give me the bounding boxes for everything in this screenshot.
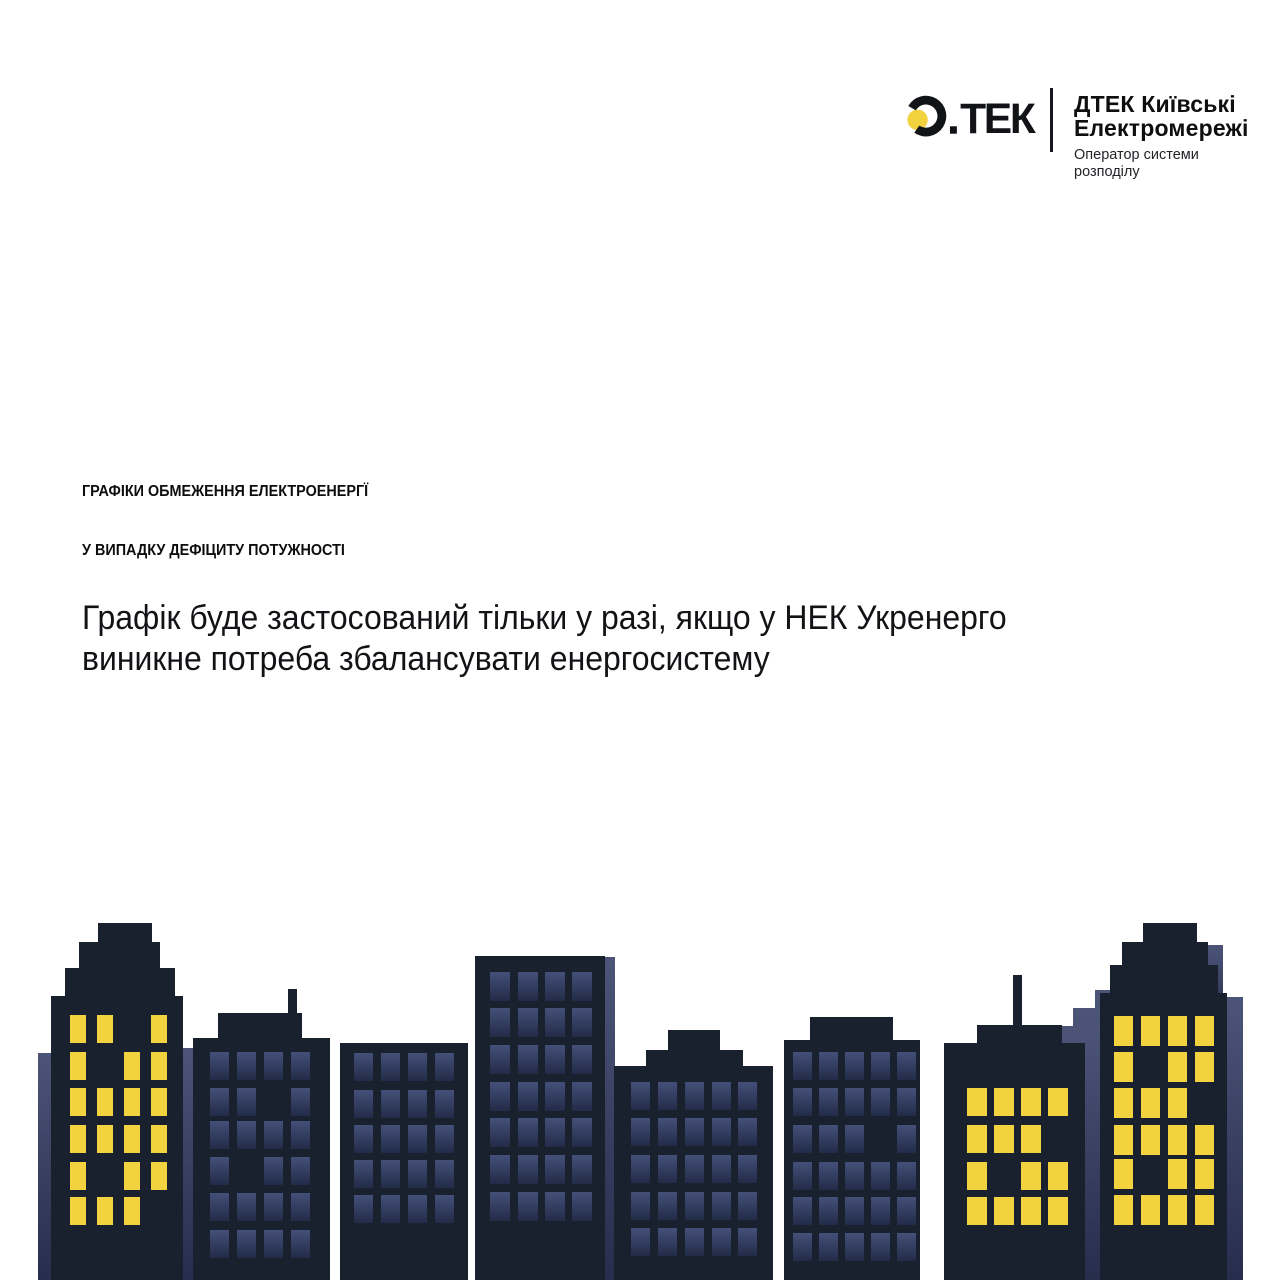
window-yellow [1168,1088,1187,1118]
window-yellow [1048,1197,1068,1225]
window-navy [210,1121,229,1149]
window-navy [518,1045,538,1074]
window-navy [658,1192,677,1220]
org-name-line-2: Електромережі [1074,115,1249,141]
window-navy [793,1052,812,1080]
window-navy [490,972,510,1001]
window-navy [819,1233,838,1261]
window-yellow [994,1197,1014,1225]
window-yellow [1021,1125,1041,1153]
window-navy [518,1192,538,1221]
window-navy [631,1155,650,1183]
window-navy [210,1230,229,1258]
window-navy [264,1230,283,1258]
logo-period [950,126,957,133]
window-navy [685,1228,704,1256]
logo-letters: ТЕК [960,95,1034,139]
window-navy [545,972,565,1001]
window-yellow [1195,1159,1214,1189]
window-yellow [97,1125,113,1153]
window-navy [408,1125,427,1153]
window-navy [264,1052,283,1080]
headline-line-2: У ВИПАДКУ ДЕФІЦИТУ ПОТУЖНОСТІ [82,542,345,559]
window-navy [490,1008,510,1037]
window-navy [291,1121,310,1149]
window-yellow [1114,1052,1133,1082]
window-navy [712,1155,731,1183]
window-yellow [967,1088,987,1116]
window-navy [738,1228,757,1256]
window-navy [819,1088,838,1116]
window-navy [210,1157,229,1185]
window-navy [712,1192,731,1220]
window-navy [845,1088,864,1116]
window-yellow [1114,1016,1133,1046]
window-navy [685,1118,704,1146]
window-navy [871,1162,890,1190]
window-yellow [70,1015,86,1043]
window-navy [518,972,538,1001]
window-navy [658,1155,677,1183]
window-yellow [1195,1195,1214,1225]
window-yellow [97,1088,113,1116]
window-navy [291,1230,310,1258]
window-yellow [967,1197,987,1225]
window-navy [793,1233,812,1261]
window-yellow [124,1197,140,1225]
window-navy [408,1160,427,1188]
window-navy [685,1155,704,1183]
window-yellow [70,1052,86,1080]
window-yellow [1195,1016,1214,1046]
window-navy [819,1197,838,1225]
window-navy [490,1045,510,1074]
window-yellow [70,1162,86,1190]
window-navy [819,1052,838,1080]
org-subtitle-line-2: розподілу [1074,164,1140,180]
headline [82,462,368,580]
window-navy [738,1192,757,1220]
window-navy [738,1118,757,1146]
window-navy [897,1088,916,1116]
window-navy [572,1118,592,1147]
window-yellow [1168,1125,1187,1155]
subtitle-line-1: Графік буде застосований тільки у разі, якщо у НЕК Укренерго [82,599,1007,637]
window-yellow [70,1088,86,1116]
window-navy [572,972,592,1001]
window-navy [793,1125,812,1153]
window-navy [871,1088,890,1116]
brand-divider [1050,88,1053,152]
window-yellow [1021,1162,1041,1190]
org-subtitle-line-1: Оператор системи [1074,147,1199,163]
window-navy [264,1157,283,1185]
window-navy [631,1082,650,1110]
window-yellow [1168,1052,1187,1082]
window-navy [490,1082,510,1111]
window-yellow [151,1125,167,1153]
window-navy [871,1233,890,1261]
window-navy [897,1162,916,1190]
window-yellow [97,1015,113,1043]
building-block-right-center [810,1017,893,1040]
window-navy [685,1082,704,1110]
window-navy [819,1125,838,1153]
window-navy [545,1155,565,1184]
window-navy [631,1192,650,1220]
window-navy [435,1053,454,1081]
window-yellow [1195,1125,1214,1155]
window-yellow [1141,1125,1160,1155]
window-navy [871,1052,890,1080]
window-navy [490,1155,510,1184]
window-navy [354,1090,373,1118]
window-yellow [1021,1197,1041,1225]
window-yellow [1114,1125,1133,1155]
brand-text-block [1074,92,1249,181]
window-yellow [1141,1088,1160,1118]
window-navy [897,1052,916,1080]
window-navy [381,1053,400,1081]
subtitle-line-2: виникне потреба збалансувати енергосистему [82,640,770,678]
window-navy [210,1193,229,1221]
window-yellow [1168,1159,1187,1189]
window-navy [545,1045,565,1074]
window-navy [545,1008,565,1037]
window-navy [381,1125,400,1153]
window-navy [237,1121,256,1149]
window-yellow [1141,1195,1160,1225]
window-navy [518,1118,538,1147]
window-navy [354,1195,373,1223]
window-yellow [151,1052,167,1080]
window-navy [291,1157,310,1185]
window-navy [435,1125,454,1153]
window-yellow [1168,1016,1187,1046]
window-navy [658,1082,677,1110]
window-navy [793,1162,812,1190]
window-yellow [994,1125,1014,1153]
window-navy [572,1082,592,1111]
window-navy [545,1082,565,1111]
window-navy [572,1192,592,1221]
window-navy [381,1090,400,1118]
window-yellow [124,1162,140,1190]
window-navy [871,1197,890,1225]
window-navy [435,1160,454,1188]
background-building [1225,997,1243,1280]
window-navy [354,1053,373,1081]
window-navy [354,1125,373,1153]
building-block-antenna-lit [1013,975,1022,1025]
window-navy [712,1118,731,1146]
window-navy [237,1088,256,1116]
window-navy [291,1052,310,1080]
building-stepped-center [646,1050,743,1066]
window-navy [210,1088,229,1116]
window-yellow [967,1125,987,1153]
window-yellow [1048,1088,1068,1116]
window-navy [845,1162,864,1190]
window-navy [237,1230,256,1258]
building-tower-lit-left [65,968,175,996]
window-navy [658,1228,677,1256]
window-yellow [1195,1052,1214,1082]
window-navy [408,1195,427,1223]
window-yellow [70,1197,86,1225]
window-navy [435,1195,454,1223]
window-navy [572,1008,592,1037]
subtitle [82,598,1007,680]
window-yellow [124,1052,140,1080]
window-navy [264,1193,283,1221]
window-navy [572,1155,592,1184]
building-block-antenna-lit [977,1025,1062,1043]
window-navy [738,1082,757,1110]
window-navy [490,1118,510,1147]
window-yellow [967,1162,987,1190]
window-navy [793,1088,812,1116]
window-navy [631,1228,650,1256]
window-yellow [124,1088,140,1116]
window-navy [237,1052,256,1080]
window-navy [408,1090,427,1118]
logo-yellow-dot [907,110,927,130]
window-navy [354,1160,373,1188]
window-yellow [1114,1159,1133,1189]
window-navy [291,1088,310,1116]
window-navy [490,1192,510,1221]
window-yellow [97,1197,113,1225]
window-navy [435,1090,454,1118]
window-navy [897,1233,916,1261]
window-yellow [151,1088,167,1116]
window-navy [631,1118,650,1146]
window-yellow [1114,1195,1133,1225]
window-navy [685,1192,704,1220]
window-yellow [151,1015,167,1043]
window-yellow [1114,1088,1133,1118]
dtek-logo [900,90,1048,139]
window-navy [381,1195,400,1223]
window-navy [518,1008,538,1037]
window-navy [738,1155,757,1183]
window-navy [518,1082,538,1111]
window-navy [845,1197,864,1225]
window-navy [793,1197,812,1225]
window-navy [237,1193,256,1221]
window-navy [897,1125,916,1153]
window-navy [712,1228,731,1256]
window-navy [845,1125,864,1153]
window-yellow [124,1125,140,1153]
window-navy [845,1233,864,1261]
window-yellow [1021,1088,1041,1116]
window-navy [264,1121,283,1149]
window-navy [658,1118,677,1146]
window-navy [819,1162,838,1190]
window-yellow [994,1088,1014,1116]
window-navy [518,1155,538,1184]
window-yellow [1048,1162,1068,1190]
window-navy [897,1197,916,1225]
building-tower-lit-right [1110,965,1218,993]
window-navy [210,1052,229,1080]
window-navy [845,1052,864,1080]
window-navy [712,1082,731,1110]
window-navy [291,1193,310,1221]
org-name-line-1: ДТЕК Київські [1074,91,1236,117]
window-navy [381,1160,400,1188]
window-yellow [1168,1195,1187,1225]
headline-line-1: ГРАФІКИ ОБМЕЖЕННЯ ЕЛЕКТРОЕНЕРГЇ [82,483,369,500]
window-navy [545,1118,565,1147]
window-yellow [1141,1016,1160,1046]
window-yellow [70,1125,86,1153]
window-navy [572,1045,592,1074]
window-navy [408,1053,427,1081]
window-yellow [151,1162,167,1190]
window-navy [545,1192,565,1221]
